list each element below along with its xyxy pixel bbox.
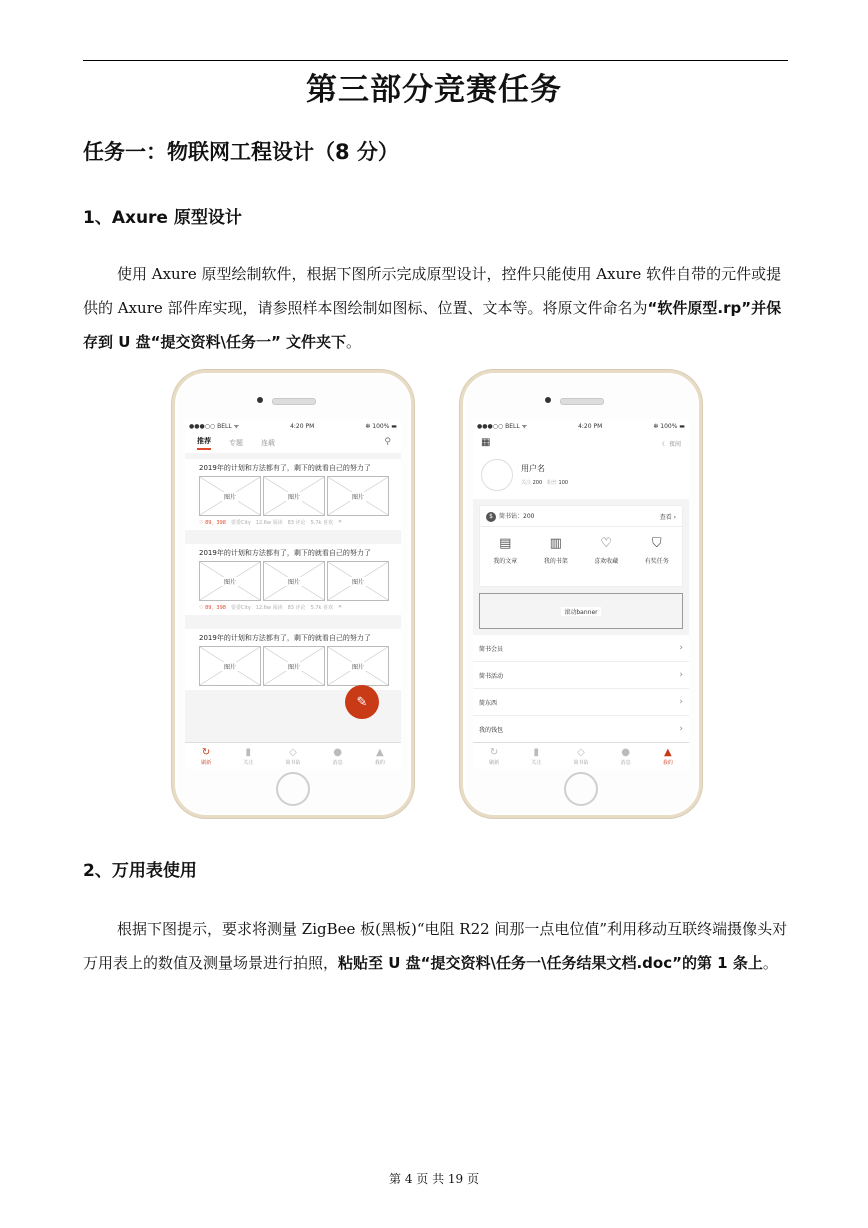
image-placeholder: 图片 <box>199 561 261 601</box>
tab-me[interactable]: ▲ 我的 <box>662 746 673 766</box>
bookmark-icon: ▮ <box>245 746 252 758</box>
tab-bar <box>185 742 401 769</box>
diamond-icon: ◇ <box>289 746 297 758</box>
status-bar <box>185 419 401 433</box>
battery-text: ✻ 100% ▬ <box>365 422 397 430</box>
heart-icon: ♡ <box>600 536 613 551</box>
section2-tail: 。 <box>762 954 778 972</box>
carrier-text: ●●●○○ BELL ᯤ <box>477 423 528 430</box>
tab-messages[interactable]: ● 消息 <box>620 746 631 766</box>
image-placeholder: 图片 <box>199 476 261 516</box>
tab-topics[interactable]: 专题 <box>229 439 243 447</box>
article-title: 2019年的计划和方法都有了，剩下的就看自己的努力了 <box>199 464 371 472</box>
section1-tail: 。 <box>346 333 362 351</box>
bookmark-icon: ⛉ <box>651 536 662 551</box>
document-icon: ▤ <box>499 536 512 551</box>
tab-follow[interactable]: ▮ 关注 <box>531 746 542 766</box>
home-button <box>276 772 310 806</box>
image-placeholder: 图片 <box>263 646 325 686</box>
phone-mockup-profile <box>460 370 702 818</box>
feed-tabs <box>185 433 401 453</box>
camera-dot <box>545 397 551 403</box>
home-button <box>564 772 598 806</box>
profile-screen <box>473 419 689 769</box>
section1-heading: 1、Axure 原型设计 <box>83 208 242 228</box>
speaker-slot <box>560 398 604 405</box>
shortcut-my-articles[interactable]: ▤ 我的文章 <box>493 536 518 565</box>
chat-icon: ● <box>333 746 343 758</box>
camera-dot <box>257 397 263 403</box>
shortcut-my-bookshelf[interactable]: ▥ 我的书架 <box>543 536 568 565</box>
image-placeholder: 图片 <box>327 561 389 601</box>
time-text: 4:20 PM <box>578 422 603 430</box>
tab-diamond[interactable]: ◇ 简书钻 <box>573 746 589 766</box>
tab-me[interactable]: ▲ 我的 <box>374 746 385 766</box>
tab-recommend[interactable]: 推荐 <box>197 436 211 450</box>
chat-icon: ● <box>621 746 631 758</box>
section2-heading: 2、万用表使用 <box>83 861 197 881</box>
shortcut-favorites[interactable]: ♡ 喜欢收藏 <box>594 536 619 565</box>
phone-mockup-feed <box>172 370 414 818</box>
image-placeholder: 图片 <box>263 561 325 601</box>
coin-icon: $ <box>486 512 496 522</box>
article-meta: ♡ 89，398 要委City 12.6w 阅读 83 评论 5.7k 喜欢 ✕ <box>199 519 343 526</box>
image-placeholder: 图片 <box>263 476 325 516</box>
battery-text: ✻ 100% ▬ <box>653 422 685 430</box>
chevron-right-icon: › <box>679 724 683 734</box>
qrcode-icon[interactable]: ▦ <box>481 437 491 448</box>
tab-serial[interactable]: 连载 <box>261 439 275 447</box>
search-icon[interactable]: ⚲ <box>384 437 391 447</box>
tab-refresh[interactable]: ↻ 刷新 <box>489 746 500 766</box>
tab-messages[interactable]: ● 消息 <box>332 746 343 766</box>
image-placeholder: 图片 <box>199 646 261 686</box>
night-mode-toggle[interactable]: ☾ 夜间 <box>661 441 681 448</box>
section1-paragraph <box>83 257 788 359</box>
menu-item-shop[interactable]: 简东西 › <box>473 689 689 716</box>
tab-bar <box>473 742 689 769</box>
list-item[interactable] <box>185 544 401 615</box>
status-bar <box>473 419 689 433</box>
list-item[interactable] <box>185 629 401 690</box>
section2-bold-text: 粘贴至 U 盘“提交资料\任务一\任务结果文档.doc”的第 1 条上 <box>338 954 763 972</box>
diamond-icon: ◇ <box>577 746 585 758</box>
tab-refresh[interactable]: ↻ 刷新 <box>201 746 212 766</box>
task1-heading: 任务一：物联网工程设计（8 分） <box>83 140 399 164</box>
user-icon: ▲ <box>663 746 672 758</box>
bookshelf-icon: ▥ <box>549 536 562 551</box>
close-icon[interactable]: ✕ <box>338 604 343 610</box>
bookmark-icon: ▮ <box>533 746 540 758</box>
scroll-banner[interactable]: 滚动banner <box>479 593 683 629</box>
section2-paragraph <box>83 912 788 980</box>
shortcut-rewards[interactable]: ⛉ 有奖任务 <box>644 536 669 565</box>
user-icon: ▲ <box>375 746 384 758</box>
tab-follow[interactable]: ▮ 关注 <box>243 746 254 766</box>
likes-count: ♡ 89，398 <box>199 520 226 526</box>
image-placeholder: 图片 <box>327 476 389 516</box>
section1-text: 使用 Axure 原型绘制软件，根据下图所示完成原型设计，控件只能使用 Axure 软件自带的元件或提供的 Axure 部件库实现，请参照样本图绘制如图标、位置、文本等。将原文件命名为 <box>83 265 782 317</box>
page-title: 第三部分竞赛任务 <box>306 72 562 108</box>
page-footer: 第 4 页 共 19 页 <box>389 1172 479 1186</box>
header-rule <box>83 60 788 61</box>
speaker-slot <box>272 398 316 405</box>
article-meta: ♡ 89，398 要委City 12.6w 阅读 83 评论 5.7k 喜欢 ✕ <box>199 604 343 611</box>
shortcut-icons <box>480 527 682 565</box>
coin-view-link[interactable]: 查看 › <box>659 513 676 521</box>
coin-label: 简书钻：200 <box>499 512 535 520</box>
menu-item-activities[interactable]: 简书活动 › <box>473 662 689 689</box>
section2-text: 根据下图提示，要求将测量 ZigBee 板(黑板)“电阻 R22 间那一点电位值”利用移动互联终端摄像头对万用表上的数值及测量场景进行拍照， <box>83 920 788 972</box>
list-item[interactable] <box>185 459 401 530</box>
chevron-right-icon: › <box>679 670 683 680</box>
menu-item-membership[interactable]: 简书会员 › <box>473 635 689 662</box>
time-text: 4:20 PM <box>290 422 315 430</box>
section1-bold-text: “软件原型.rp”并保存到 U 盘“提交资料\任务一” 文件夹下 <box>83 299 782 351</box>
chevron-right-icon: › <box>679 697 683 707</box>
profile-menu <box>473 635 689 743</box>
carrier-text: ●●●○○ BELL ᯤ <box>189 423 240 430</box>
chevron-right-icon: › <box>679 643 683 653</box>
refresh-icon: ↻ <box>201 746 211 758</box>
coin-panel <box>479 505 683 587</box>
follow-stats: 关注 200 粉丝 100 <box>521 480 569 486</box>
refresh-icon: ↻ <box>489 746 499 758</box>
avatar[interactable] <box>481 459 513 491</box>
image-placeholder: 图片 <box>327 646 389 686</box>
write-fab-button[interactable] <box>345 685 379 719</box>
profile-header <box>473 433 689 499</box>
brush-icon: ✎ <box>356 694 368 710</box>
menu-item-wallet[interactable]: 我的钱包 › <box>473 716 689 743</box>
feed-screen <box>185 419 401 769</box>
username: 用户名 <box>521 464 545 473</box>
likes-count: ♡ 89，398 <box>199 605 226 611</box>
close-icon[interactable]: ✕ <box>338 519 343 525</box>
coin-row[interactable] <box>480 506 682 527</box>
article-title: 2019年的计划和方法都有了，剩下的就看自己的努力了 <box>199 549 371 557</box>
tab-diamond[interactable]: ◇ 简书钻 <box>285 746 301 766</box>
article-title: 2019年的计划和方法都有了，剩下的就看自己的努力了 <box>199 634 371 642</box>
